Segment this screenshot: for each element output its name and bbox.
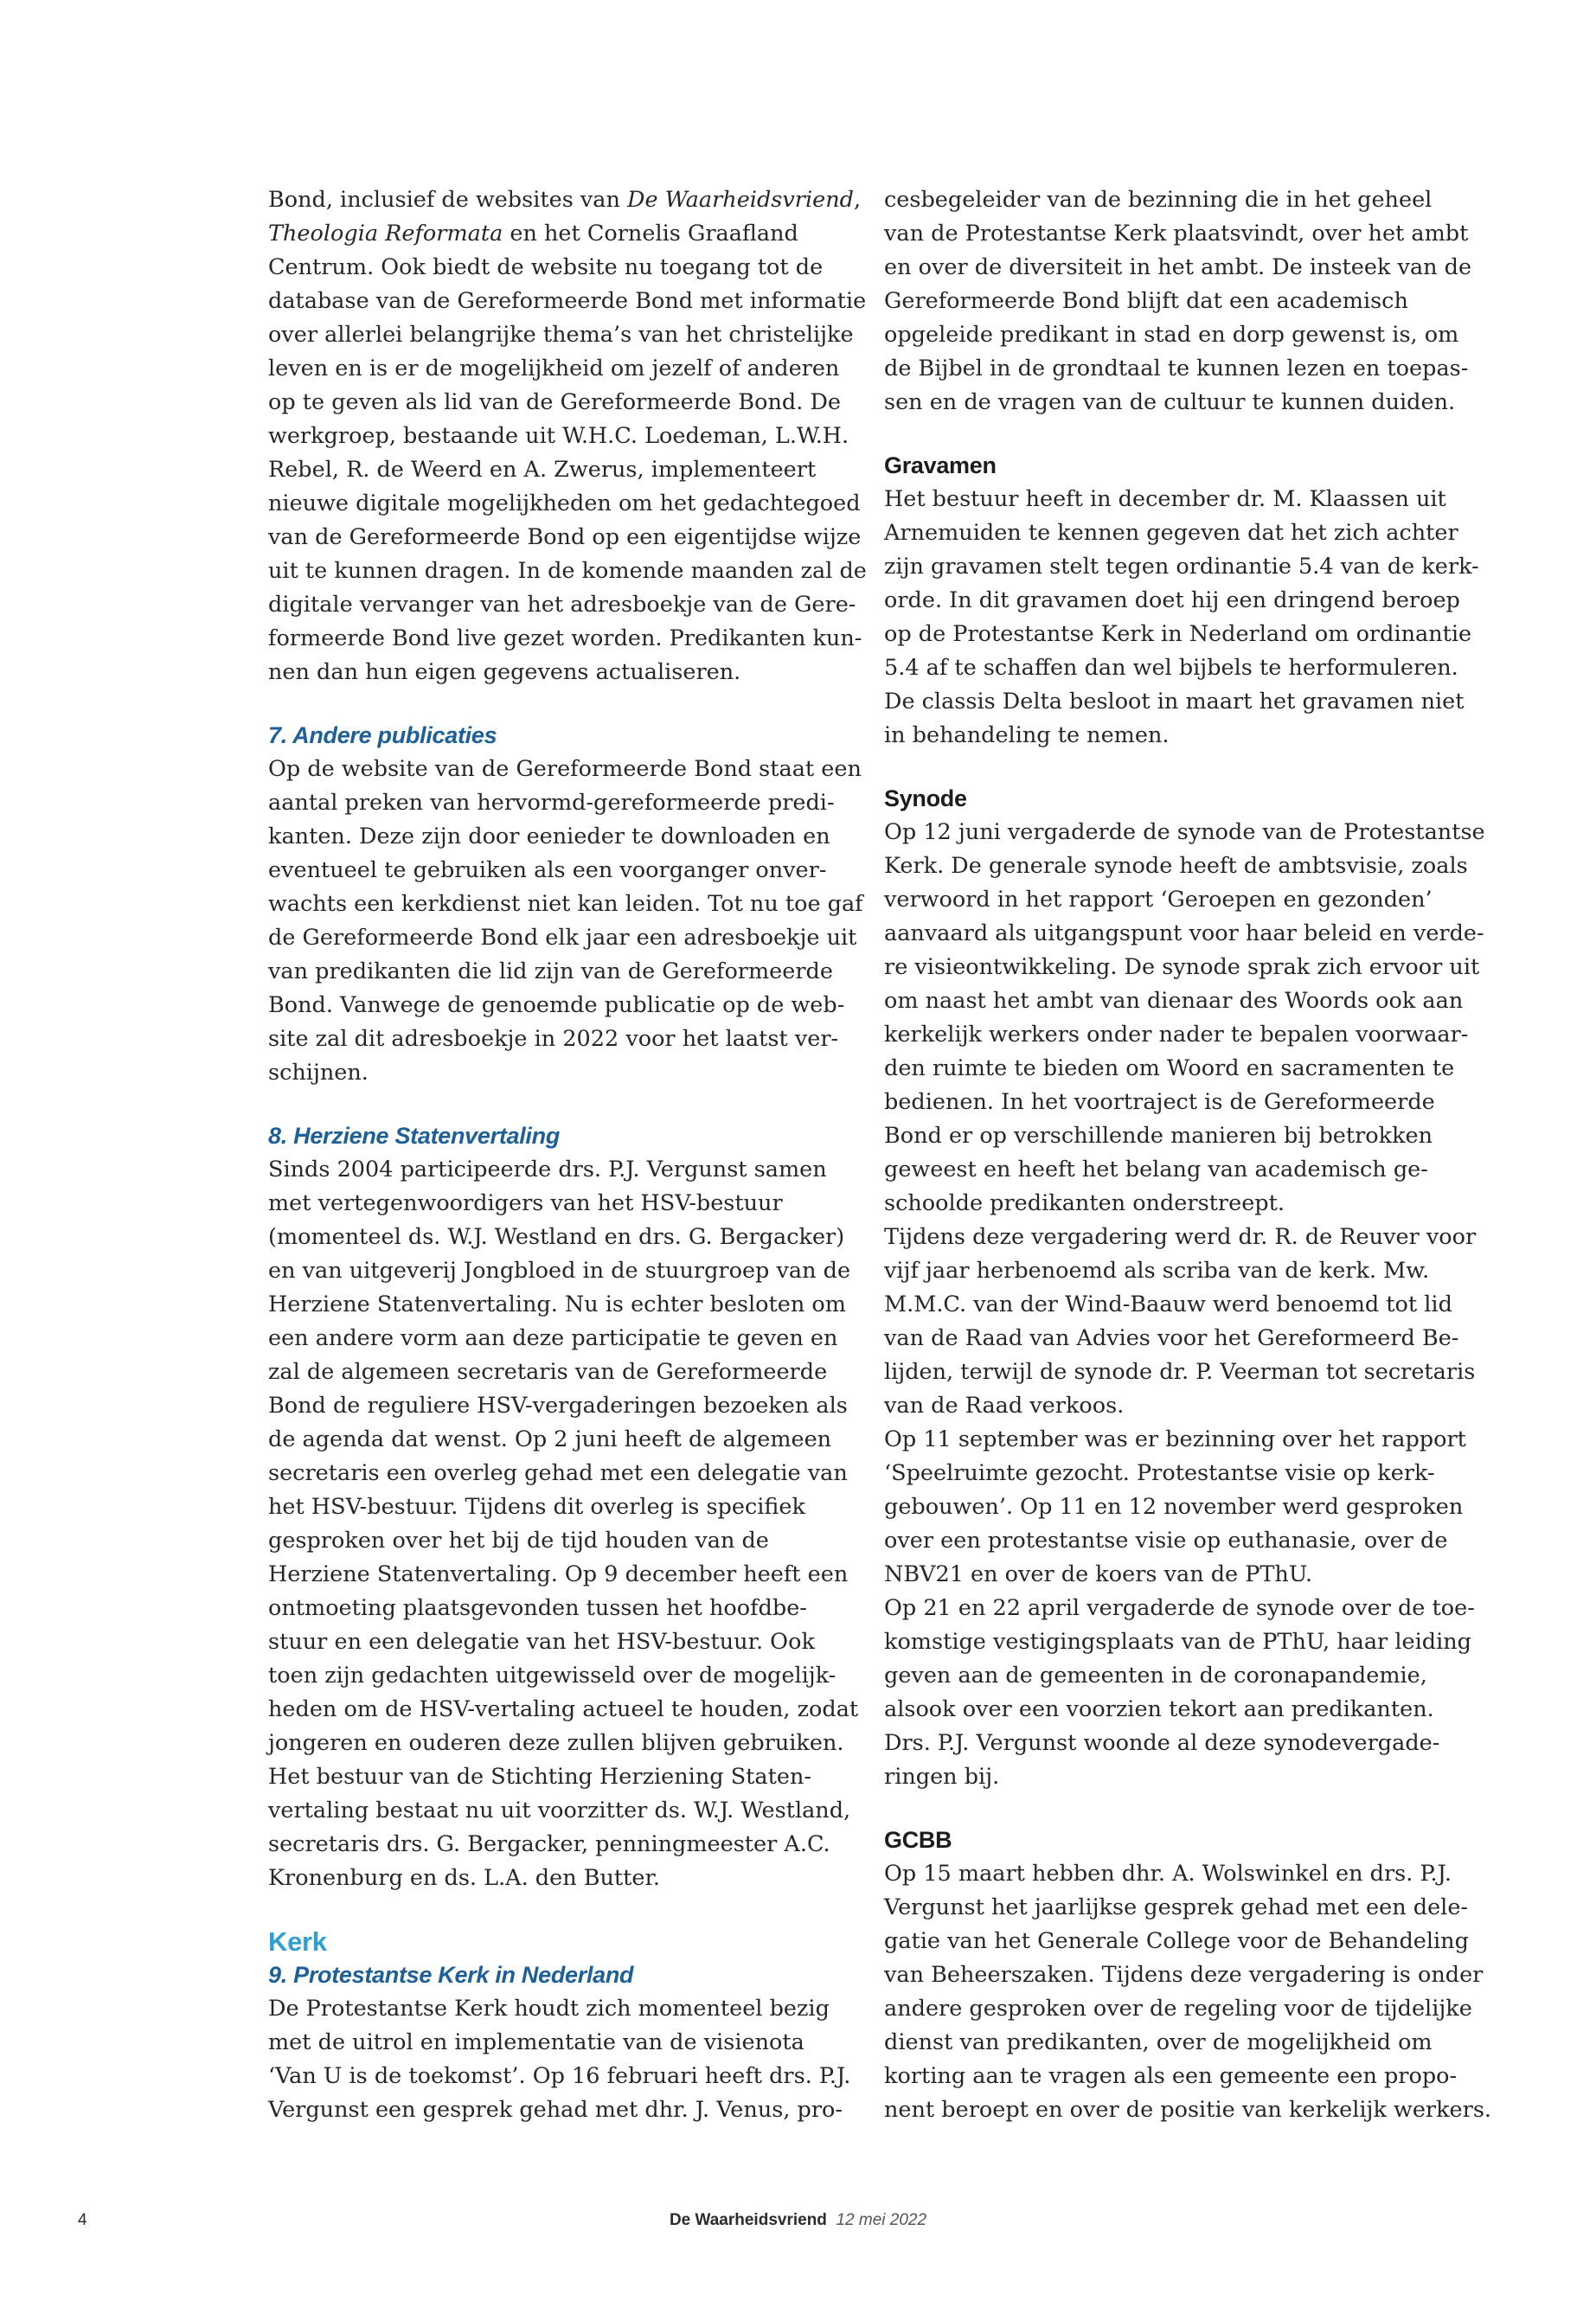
- numbered-subheading: 7. Andere publicaties: [268, 722, 497, 748]
- text-line: dienst van predikanten, over de mogelijkheid om: [884, 2029, 1433, 2055]
- text-line: over een protestantse visie op euthanasie, over de: [884, 1528, 1448, 1554]
- text-line: met vertegenwoordigers van het HSV-bestuur: [268, 1190, 783, 1216]
- text-line: over allerlei belangrijke thema’s van het christelijke: [268, 322, 854, 348]
- text-line: eventueel te gebruiken als een voorganger onver-: [268, 857, 827, 883]
- text-line: digitale vervanger van het adresboekje van de Gere-: [268, 592, 856, 618]
- text-line: van de Gereformeerde Bond op een eigentijdse wijze: [268, 524, 862, 550]
- text-line: de Bijbel in de grondtaal te kunnen lezen en toepas-: [884, 356, 1469, 381]
- text-line: Het bestuur heeft in december dr. M. Klaassen uit: [884, 486, 1446, 512]
- text-line: Drs. P.J. Vergunst woonde al deze synodevergade-: [884, 1730, 1440, 1756]
- text-line: op te geven als lid van de Gereformeerde Bond. De: [268, 389, 841, 415]
- paragraph-gap: [884, 753, 1455, 782]
- text-line: database van de Gereformeerde Bond met informatie: [268, 288, 867, 314]
- text-line: Gereformeerde Bond blijft dat een academisch: [884, 288, 1408, 314]
- text-line: en over de diversiteit in het ambt. De insteek van de: [884, 254, 1472, 280]
- text-line: ‘Speelruimte gezocht. Protestantse visie op kerk-: [884, 1460, 1435, 1486]
- text-line: verwoord in het rapport ‘Geroepen en gezonden’: [884, 887, 1433, 913]
- footer-date: 12 mei 2022: [836, 2211, 927, 2229]
- paragraph: [884, 1857, 1492, 2127]
- paragraph-gap: [268, 689, 839, 719]
- paragraph: [268, 1153, 859, 1895]
- text-line: formeerde Bond live gezet worden. Predikanten kun-: [268, 625, 862, 651]
- text-line: schoolde predikanten onderstreept.: [884, 1190, 1285, 1216]
- text-line: schijnen.: [268, 1060, 369, 1086]
- text-line: Centrum. Ook biedt de website nu toegang tot de: [268, 254, 824, 280]
- category-heading: Kerk: [268, 1926, 327, 1957]
- text-line: op de Protestantse Kerk in Nederland om ordinantie: [884, 621, 1472, 647]
- text-line: bedienen. In het voortraject is de Gereformeerde: [884, 1089, 1435, 1115]
- text-line: site zal dit adresboekje in 2022 voor het laatst ver-: [268, 1026, 839, 1052]
- text-line: het HSV-bestuur. Tijdens dit overleg is specifiek: [268, 1494, 805, 1520]
- paragraph-gap: [884, 1794, 1455, 1823]
- text-line: aantal preken van hervormd-gereformeerde predi-: [268, 790, 835, 816]
- paragraph: [268, 753, 863, 1090]
- text-line: zijn gravamen stelt tegen ordinantie 5.4 van de kerk-: [884, 554, 1479, 580]
- text-line: vertaling bestaat nu uit voorzitter ds. W.J. Westland,: [268, 1798, 851, 1823]
- text-line: Op 15 maart hebben dhr. A. Wolswinkel en drs. P.J.: [884, 1861, 1452, 1887]
- text-line: zal de algemeen secretaris van de Gereformeerde: [268, 1359, 828, 1385]
- text-line: kerkelijk werkers onder nader te bepalen voorwaar-: [884, 1022, 1469, 1048]
- text-line: Sinds 2004 participeerde drs. P.J. Vergunst samen: [268, 1157, 827, 1183]
- text-line: Kronenburg en ds. L.A. den Butter.: [268, 1865, 660, 1891]
- text-line: nent beroept en over de positie van kerkelijk werkers.: [884, 2097, 1492, 2123]
- paragraph-gap: [268, 1895, 839, 1925]
- text-line: in behandeling te nemen.: [884, 722, 1170, 748]
- text-line: stuur en een delegatie van het HSV-bestuur. Ook: [268, 1629, 815, 1655]
- text-line: Op 11 september was er bezinning over het rapport: [884, 1426, 1466, 1452]
- text-line: de Gereformeerde Bond elk jaar een adresboekje uit: [268, 925, 857, 951]
- text-line: heden om de HSV-vertaling actueel te houden, zodat: [268, 1696, 859, 1722]
- text-line: wachts een kerkdienst niet kan leiden. Tot nu toe gaf: [268, 891, 863, 917]
- text-line: van de Raad van Advies voor het Gereformeerd Be-: [884, 1325, 1459, 1351]
- text-line: nieuwe digitale mogelijkheden om het gedachtegoed: [268, 490, 861, 516]
- right-column: [884, 183, 1492, 2127]
- text-line: geweest en heeft het belang van academisch ge-: [884, 1157, 1428, 1183]
- numbered-subheading: 9. Protestantse Kerk in Nederland: [268, 1962, 634, 1988]
- text-line: cesbegeleider van de bezinning die in het geheel: [884, 187, 1433, 213]
- text-line: den ruimte te bieden om Woord en sacramenten te: [884, 1055, 1455, 1081]
- text-line: toen zijn gedachten uitgewisseld over de mogelijk-: [268, 1663, 836, 1689]
- publication-title: De Waarheidsvriend: [627, 187, 854, 213]
- text-line: Op 12 juni vergaderde de synode van de Protestantse: [884, 819, 1485, 845]
- page-number: 4: [78, 2211, 87, 2229]
- section-heading: GCBB: [884, 1827, 952, 1853]
- section-heading: Gravamen: [884, 452, 997, 478]
- text-line: uit te kunnen dragen. In de komende maanden zal de: [268, 558, 867, 584]
- left-column: [268, 183, 867, 2127]
- text-line: ‘Van U is de toekomst’. Op 16 februari heeft drs. P.J.: [268, 2063, 851, 2089]
- text-line: komstige vestigingsplaats van de PThU, haar leiding: [884, 1629, 1471, 1655]
- text-line: Bond er op verschillende manieren bij betrokken: [884, 1123, 1433, 1149]
- text-line: Het bestuur van de Stichting Herziening Staten-: [268, 1764, 811, 1790]
- text-line: Vergunst een gesprek gehad met dhr. J. Venus, pro-: [268, 2097, 843, 2123]
- text-line: Herziene Statenvertaling. Op 9 december heeft een: [268, 1561, 849, 1587]
- text-line: Bond de reguliere HSV-vergaderingen bezoeken als: [268, 1393, 848, 1419]
- text-line: Theologia Reformata en het Cornelis Graafland: [268, 221, 798, 247]
- text-line: geven aan de gemeenten in de coronapandemie,: [884, 1663, 1427, 1689]
- text-line: en van uitgeverij Jongbloed in de stuurgroep van de: [268, 1258, 851, 1284]
- text-line: Bond. Vanwege de genoemde publicatie op de web-: [268, 992, 845, 1018]
- text-line: van predikanten die lid zijn van de Gereformeerde: [268, 958, 833, 984]
- text-line: alsook over een voorzien tekort aan predikanten.: [884, 1696, 1434, 1722]
- text-line: de agenda dat wenst. Op 2 juni heeft de algemeen: [268, 1426, 832, 1452]
- text-line: re visieontwikkeling. De synode sprak zich ervoor uit: [884, 954, 1480, 980]
- text-line: opgeleide predikant in stad en dorp gewenst is, om: [884, 322, 1459, 348]
- text-line: (momenteel ds. W.J. Westland en drs. G. Bergacker): [268, 1224, 845, 1250]
- text-line: met de uitrol en implementatie van de visienota: [268, 2029, 804, 2055]
- text-line: om naast het ambt van dienaar des Woords ook aan: [884, 988, 1464, 1014]
- text-line: aanvaard als uitgangspunt voor haar beleid en verde-: [884, 920, 1484, 946]
- text-line: leven en is er de mogelijkheid om jezelf of anderen: [268, 356, 840, 381]
- text-line: een andere vorm aan deze participatie te geven en: [268, 1325, 838, 1351]
- text-line: andere gesproken over de regeling voor de tijdelijke: [884, 1996, 1472, 2022]
- text-line: Tijdens deze vergadering werd dr. R. de Reuver voor: [884, 1224, 1477, 1250]
- text-line: vijf jaar herbenoemd als scriba van de kerk. Mw.: [884, 1258, 1430, 1284]
- text-line: M.M.C. van der Wind-Baauw werd benoemd tot lid: [884, 1292, 1452, 1317]
- text-line: Op 21 en 22 april vergaderde de synode over de toe-: [884, 1595, 1475, 1621]
- footer-publication: De Waarheidsvriend: [669, 2211, 827, 2229]
- text-line: secretaris drs. G. Bergacker, penningmeester A.C.: [268, 1831, 830, 1857]
- text-line: Op de website van de Gereformeerde Bond staat een: [268, 756, 862, 782]
- text-line: Vergunst het jaarlijkse gesprek gehad met een dele-: [884, 1894, 1469, 1920]
- text-line: Kerk. De generale synode heeft de ambtsvisie, zoals: [884, 853, 1468, 879]
- text-line: ontmoeting plaatsgevonden tussen het hoofdbe-: [268, 1595, 807, 1621]
- text-line: Bond, inclusief de websites van De Waarheidsvriend,: [268, 187, 862, 213]
- paragraph: [884, 816, 1485, 1794]
- paragraph: [884, 183, 1472, 420]
- text-line: jongeren en ouderen deze zullen blijven gebruiken.: [268, 1730, 844, 1756]
- text-line: van de Protestantse Kerk plaatsvindt, over het ambt: [884, 221, 1469, 247]
- paragraph: [884, 483, 1479, 753]
- text-line: ringen bij.: [884, 1764, 1000, 1790]
- footer-credit: [0, 2211, 1596, 2230]
- text-line: De Protestantse Kerk houdt zich momenteel bezig: [268, 1996, 830, 2022]
- numbered-subheading: 8. Herziene Statenvertaling: [268, 1123, 561, 1149]
- text-line: orde. In dit gravamen doet hij een dringend beroep: [884, 587, 1460, 613]
- text-line: secretaris een overleg gehad met een delegatie van: [268, 1460, 848, 1486]
- text-line: gatie van het Generale College voor de Behandeling: [884, 1928, 1469, 1954]
- text-line: gebouwen’. Op 11 en 12 november werd gesproken: [884, 1494, 1464, 1520]
- text-line: kanten. Deze zijn door eenieder te downloaden en: [268, 824, 830, 849]
- text-line: Arnemuiden te kennen gegeven dat het zich achter: [884, 520, 1458, 546]
- text-line: 5.4 af te schaffen dan wel bijbels te herformuleren.: [884, 655, 1458, 681]
- paragraph: [268, 183, 867, 689]
- text-line: werkgroep, bestaande uit W.H.C. Loedeman, L.W.H.: [268, 423, 849, 449]
- paragraph-gap: [884, 420, 1455, 449]
- text-line: gesproken over het bij de tijd houden van de: [268, 1528, 769, 1554]
- text-line: NBV21 en over de koers van de PThU.: [884, 1561, 1313, 1587]
- text-line: van de Raad verkoos.: [884, 1393, 1125, 1419]
- text-line: lijden, terwijl de synode dr. P. Veerman tot secretaris: [884, 1359, 1476, 1385]
- text-line: van Beheerszaken. Tijdens deze vergadering is onder: [884, 1962, 1484, 1988]
- publication-title: Theologia Reformata: [268, 221, 503, 247]
- paragraph-gap: [268, 1090, 839, 1119]
- section-heading: Synode: [884, 785, 967, 811]
- paragraph: [268, 1992, 851, 2127]
- text-line: sen en de vragen van de cultuur te kunnen duiden.: [884, 389, 1456, 415]
- text-line: korting aan te vragen als een gemeente een propo-: [884, 2063, 1458, 2089]
- text-line: nen dan hun eigen gegevens actualiseren.: [268, 659, 741, 685]
- text-line: Herziene Statenvertaling. Nu is echter besloten om: [268, 1292, 846, 1317]
- text-line: Rebel, R. de Weerd en A. Zwerus, implementeert: [268, 457, 817, 483]
- text-line: De classis Delta besloot in maart het gravamen niet: [884, 689, 1465, 715]
